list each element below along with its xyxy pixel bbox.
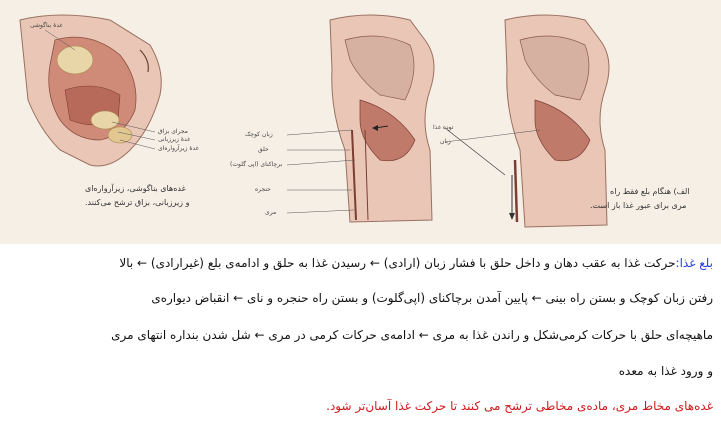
pharynx-label: حلق (258, 146, 269, 153)
submandibular-gland-label: غدهٔ زیرآرواره‌ای (158, 145, 199, 152)
swallowing-right-illustration (445, 15, 609, 227)
right-caption-line-2: مری برای عبور غذا باز است. (590, 201, 687, 210)
body-line-3: ماهیچه‌ای حلق با حرکات کرمی‌شکل و راندن غذا به مری ← ادامه‌ی حرکات کرمی در مری ← شل شدن بنداره انتهای مری (111, 328, 713, 342)
epiglottis-label: برچاکنای (اپی گلوت) (230, 161, 283, 168)
body-line-2: رفتن زبان کوچک و بستن راه بینی ← پایین آمدن برچاکنای (اپی‌گلوت) و بستن راه حنجره و نای ← انقباض دیواره‌ی (151, 291, 713, 305)
sublingual-gland-label: غدهٔ زیرزبانی (158, 136, 191, 143)
salivary-glands-illustration (20, 15, 161, 166)
left-caption-line-1: غده‌های بناگوشی، زیرآرواره‌ای (85, 184, 186, 193)
tongue-label: زبان (440, 138, 451, 145)
mucus-note: غده‌های مخاط مری، ماده‌ی مخاطی ترشح می کنند تا حرکت غذا آسان‌تر شود. (326, 399, 713, 413)
salivary-duct-label: مجرای بزاق (158, 128, 188, 135)
body-line-1-text: حرکت غذا به عقب دهان و داخل حلق با فشار زبان (ارادی) ← رسیدن غذا به حلق و ادامه‌ی بلع (غیرارادی) ← بالا (119, 256, 676, 270)
body-line-1 (8, 256, 713, 270)
uvula-label: زبان کوچک (245, 131, 273, 138)
food-bolus-label: توده غذا (433, 124, 454, 131)
left-caption-line-2: و زیرزبانی، بزاق ترشح می‌کنند. (85, 198, 190, 207)
body-line-4: و ورود غذا به معده (618, 364, 713, 378)
swallowing-middle-illustration (287, 15, 434, 222)
esophagus-label: مری (265, 209, 277, 216)
right-caption-line-1: الف) هنگام بلع فقط راه (610, 187, 690, 196)
swallowing-term: بلع غذا: (675, 256, 713, 270)
parotid-gland-label: غدهٔ بناگوشی (30, 22, 63, 29)
larynx-label: حنجره (255, 186, 271, 193)
